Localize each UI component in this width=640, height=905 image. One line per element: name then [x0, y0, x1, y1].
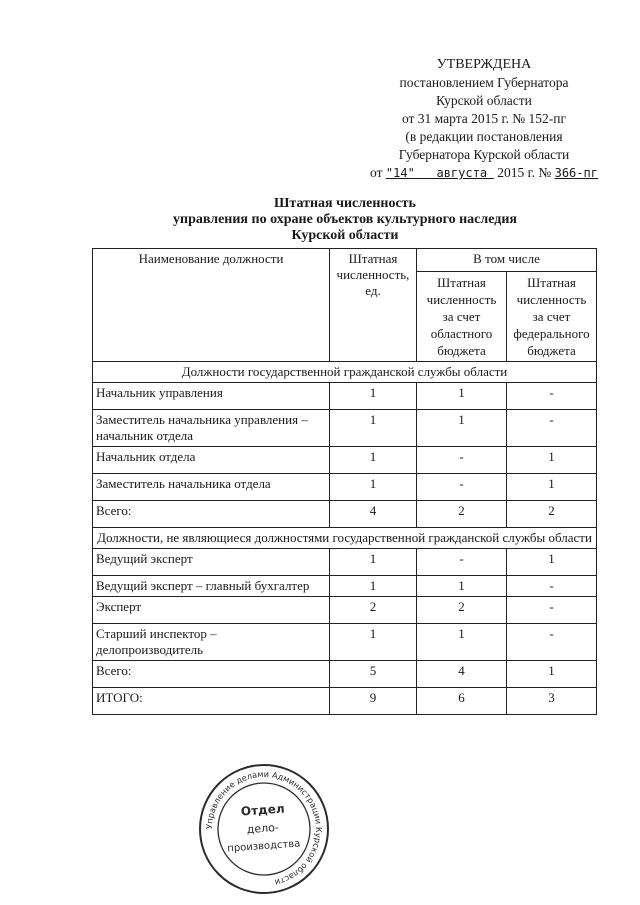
row-federal: -: [507, 597, 597, 624]
row-name: Заместитель начальника отдела: [93, 474, 330, 501]
row-total: 1: [330, 576, 417, 597]
row-regional: 1: [417, 383, 507, 410]
section-2-title: Должности, не являющиеся должностями государственной гражданской службы области: [93, 528, 597, 549]
row-regional: -: [417, 447, 507, 474]
row-regional: 1: [417, 576, 507, 597]
subtotal-row: [93, 661, 597, 688]
staff-table: [92, 248, 597, 715]
row-federal: 1: [507, 661, 597, 688]
row-total: 5: [330, 661, 417, 688]
row-federal: -: [507, 576, 597, 597]
approval-line-6: [340, 164, 628, 182]
row-total: 2: [330, 597, 417, 624]
row-federal: -: [507, 383, 597, 410]
stamp-center-line-1: Отдел: [240, 801, 286, 819]
approval-line-5: Губернатора Курской области: [398, 147, 570, 162]
row-federal: -: [507, 410, 597, 447]
title-line-3: Курской области: [291, 228, 399, 243]
table-row: [93, 474, 597, 501]
subtotal-row: [93, 501, 597, 528]
row-name: Всего:: [93, 501, 330, 528]
approval-line-4: (в редакции постановления: [405, 129, 563, 144]
row-federal: 1: [507, 549, 597, 576]
row-total: 1: [330, 410, 417, 447]
row-federal: 1: [507, 474, 597, 501]
row-name: ИТОГО:: [93, 688, 330, 715]
stamp-ring-text: Управление делами Администрации Курской области: [203, 768, 325, 888]
date-day: "14": [385, 166, 415, 180]
office-stamp: [197, 762, 331, 896]
row-name: Старший инспектор – делопроизводитель: [93, 624, 330, 661]
row-total: 9: [330, 688, 417, 715]
table-row: [93, 447, 597, 474]
decree-number: 366-пг: [554, 166, 598, 180]
row-name: Ведущий эксперт: [93, 549, 330, 576]
row-regional: 6: [417, 688, 507, 715]
row-total: 1: [330, 474, 417, 501]
row-regional: 2: [417, 597, 507, 624]
row-name: Заместитель начальника управления – начальник отдела: [93, 410, 330, 447]
approval-header: [340, 56, 628, 182]
row-name: Эксперт: [93, 597, 330, 624]
table-row: [93, 576, 597, 597]
title-line-1: Штатная численность: [274, 196, 416, 211]
row-name: Всего:: [93, 661, 330, 688]
row-total: 4: [330, 501, 417, 528]
row-federal: -: [507, 624, 597, 661]
approval-title: УТВЕРЖДЕНА: [436, 57, 532, 72]
approval-line-3: от 31 марта 2015 г. № 152-пг: [401, 111, 567, 126]
row-regional: -: [417, 474, 507, 501]
row-total: 1: [330, 624, 417, 661]
approval-line-2: Курской области: [436, 93, 532, 108]
table-row: [93, 597, 597, 624]
row-name: Ведущий эксперт – главный бухгалтер: [93, 576, 330, 597]
table-header-row: [93, 249, 597, 272]
stamp-center-line-2: дело-: [246, 820, 280, 837]
grand-total-row: [93, 688, 597, 715]
row-name: Начальник отдела: [93, 447, 330, 474]
section-1-title: Должности государственной гражданской службы области: [93, 362, 597, 383]
header-federal-budget: Штатная численность за счет федерального бюджета: [507, 272, 597, 362]
row-federal: 2: [507, 501, 597, 528]
date-prefix: от: [370, 165, 383, 180]
row-total: 1: [330, 383, 417, 410]
table-row: [93, 624, 597, 661]
header-total-count: Штатная численность, ед.: [330, 249, 417, 362]
approval-line-1: постановлением Губернатора: [399, 75, 569, 90]
table-row: [93, 549, 597, 576]
row-regional: 2: [417, 501, 507, 528]
date-year: 2015 г. №: [497, 165, 552, 180]
section-1-row: [93, 362, 597, 383]
stamp-center-line-3: производства: [226, 838, 301, 855]
table-row: [93, 383, 597, 410]
row-regional: 1: [417, 410, 507, 447]
row-regional: 4: [417, 661, 507, 688]
table-row: [93, 410, 597, 447]
row-regional: -: [417, 549, 507, 576]
row-regional: 1: [417, 624, 507, 661]
date-month: августа: [436, 166, 488, 180]
document-title: [95, 196, 595, 244]
header-position-name: Наименование должности: [93, 249, 330, 362]
row-total: 1: [330, 549, 417, 576]
title-line-2: управления по охране объектов культурного наследия: [173, 212, 517, 227]
section-2-row: [93, 528, 597, 549]
row-total: 1: [330, 447, 417, 474]
row-federal: 1: [507, 447, 597, 474]
header-regional-budget: Штатная численность за счет областного бюджета: [417, 272, 507, 362]
row-name: Начальник управления: [93, 383, 330, 410]
header-including: В том числе: [417, 249, 597, 272]
row-federal: 3: [507, 688, 597, 715]
